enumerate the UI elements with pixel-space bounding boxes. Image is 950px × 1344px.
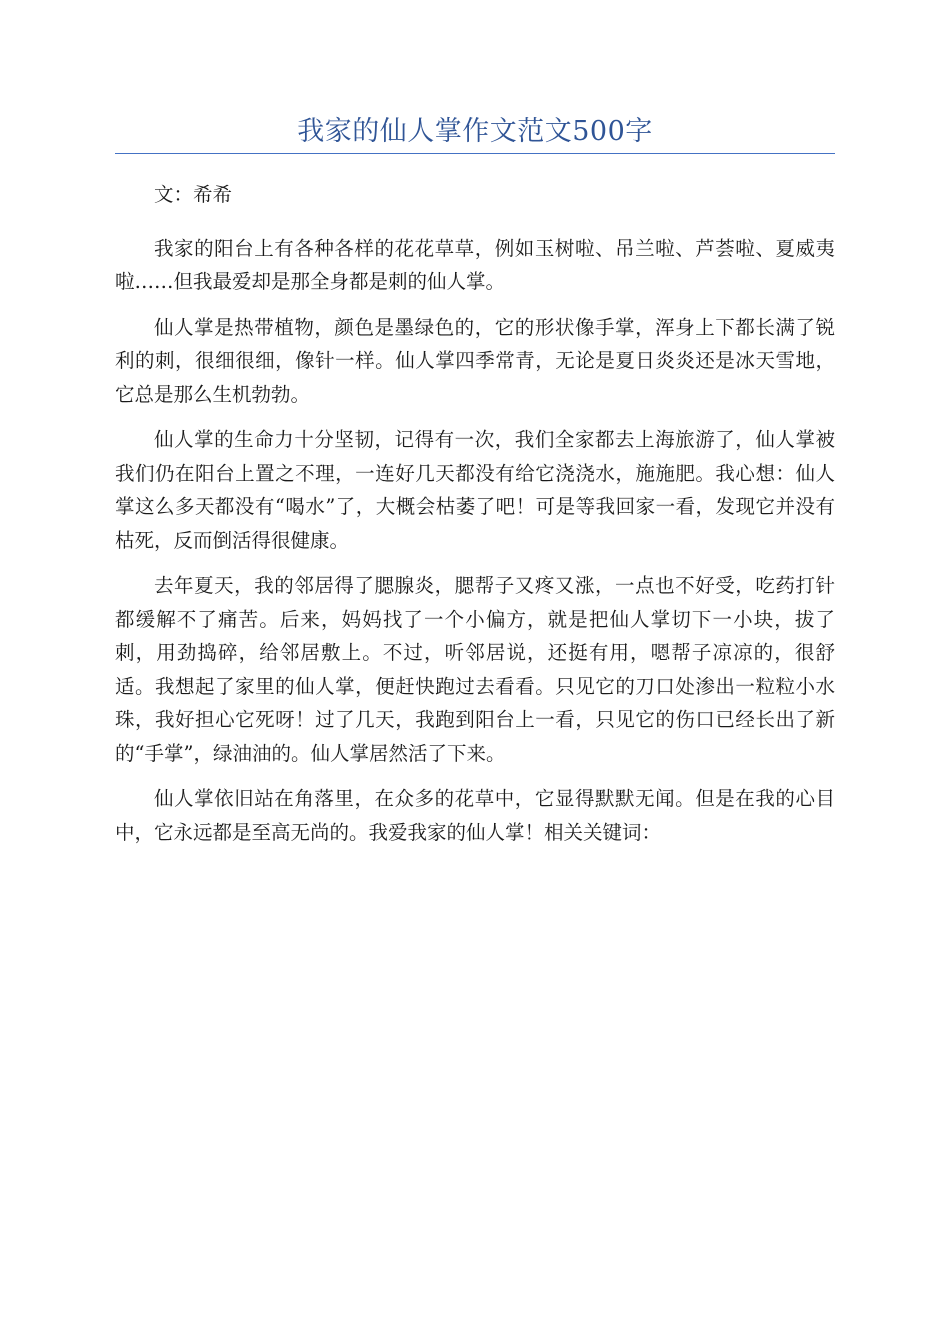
paragraph-2: 仙人掌是热带植物，颜色是墨绿色的，它的形状像手掌，浑身上下都长满了锐利的刺，很细很细，像针一样。仙人掌四季常青，无论是夏日炎炎还是冰天雪地，它总是那么生机勃勃。 bbox=[115, 315, 835, 406]
paragraph-1: 我家的阳台上有各种各样的花花草草，例如玉树啦、吊兰啦、芦荟啦、夏威夷啦……但我最爱却是那全身都是刺的仙人掌。 bbox=[115, 236, 835, 293]
paragraph-4: 去年夏天，我的邻居得了腮腺炎，腮帮子又疼又涨，一点也不好受，吃药打针都缓解不了痛苦。后来，妈妈找了一个小偏方，就是把仙人掌切下一小块，拔了刺，用劲捣碎，给邻居敷上。不过，听邻居说，还挺有用，嗯帮子凉凉的，很舒适。我想起了家里的仙人掌，便赶快跑过去看看。只见它的刀口处渗出一粒粒小水珠，我好担心它死呀！过了几天，我跑到阳台上一看，只见它的伤口已经长出了新的“手掌”，绿油油的。仙人掌居然活了下来。 bbox=[115, 574, 835, 765]
document-title: 我家的仙人掌作文范文500字 bbox=[297, 116, 653, 147]
paragraph-3: 仙人掌的生命力十分坚韧，记得有一次，我们全家都去上海旅游了，仙人掌被我们仍在阳台上置之不理，一连好几天都没有给它浇浇水，施施肥。我心想：仙人掌这么多天都没有“喝水”了，大概会枯萎了吧！可是等我回家一看，发现它并没有枯死，反而倒活得很健康。 bbox=[115, 428, 835, 552]
paragraph-5: 仙人掌依旧站在角落里，在众多的花草中，它显得默默无闻。但是在我的心目中，它永远都是至高无尚的。我爱我家的仙人掌！相关关键词： bbox=[115, 787, 835, 844]
title-underline bbox=[115, 153, 835, 154]
author-line: 文：希希 bbox=[154, 183, 233, 206]
document-body bbox=[115, 178, 835, 861]
